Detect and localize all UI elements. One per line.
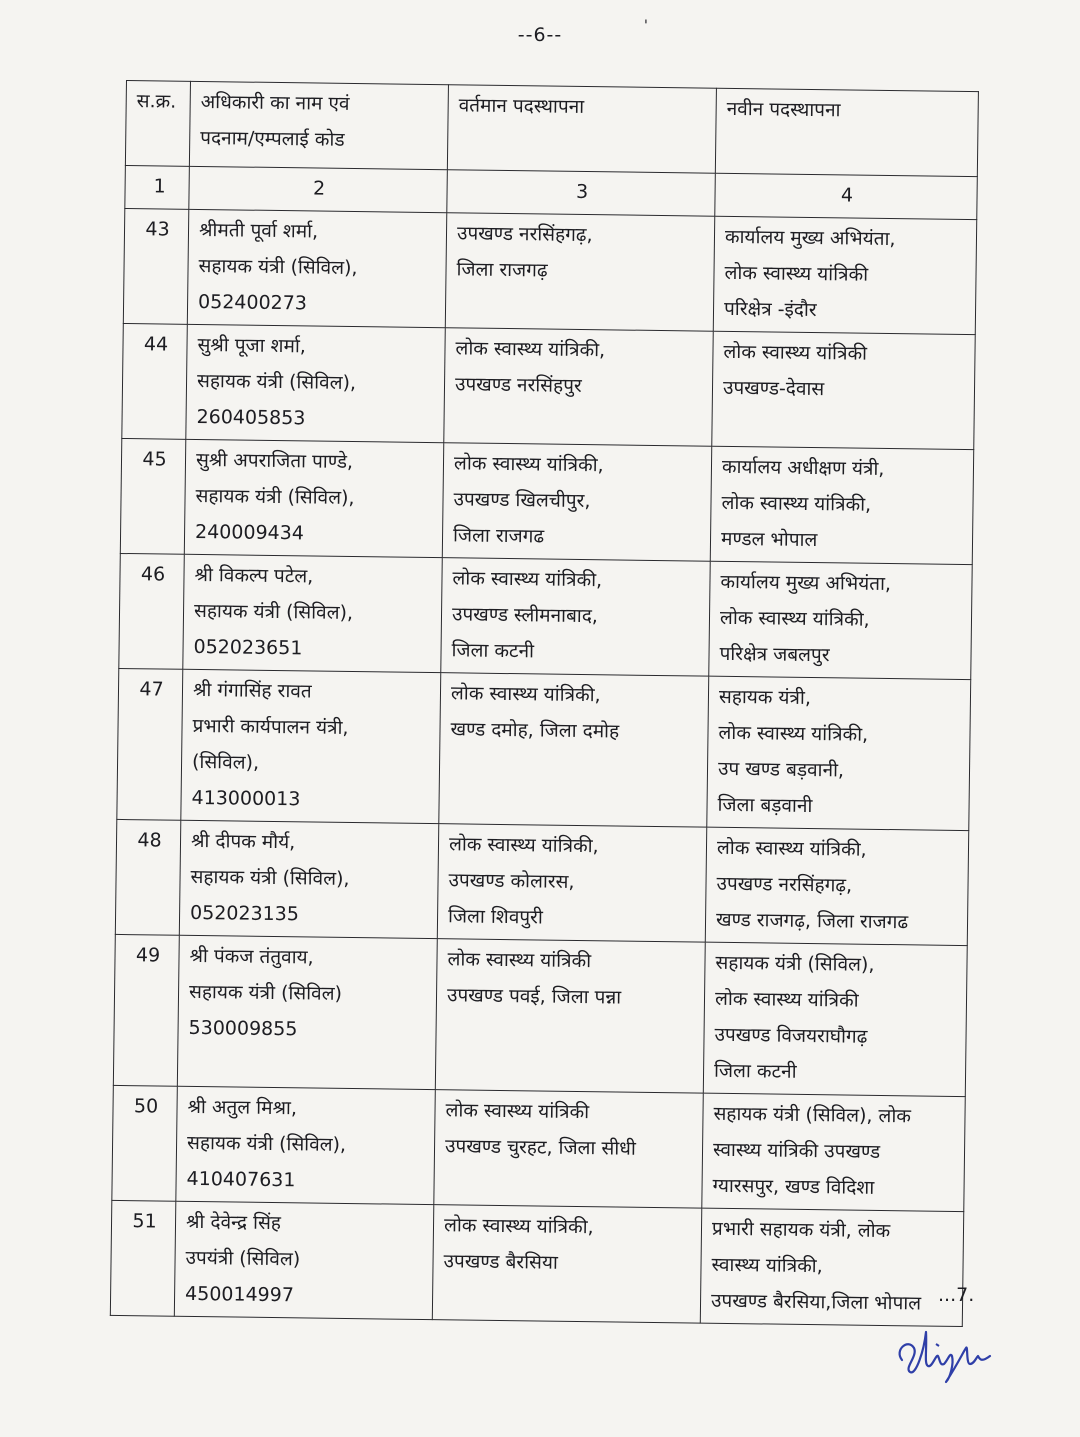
officer-name-cell-line: 530009855	[188, 1016, 298, 1041]
current-posting-cell-line: लोक स्वास्थ्य यांत्रिकी,	[450, 682, 601, 707]
current-posting-cell-line: जिला राजगढ़	[456, 258, 548, 282]
current-posting-cell	[445, 213, 714, 331]
officer-name-cell-line: 052400273	[197, 290, 308, 315]
officer-name-cell-line: श्री देवेन्द्र सिंह	[185, 1210, 282, 1235]
officer-name-cell-line: सहायक यंत्री (सिविल)	[188, 980, 343, 1005]
new-posting-cell-line: उपखण्ड विजयराघौगढ़	[714, 1023, 868, 1048]
table-row	[115, 819, 968, 945]
current-posting-cell-line: लोक स्वास्थ्य यांत्रिकी,	[455, 337, 606, 362]
table-row	[110, 1200, 963, 1326]
officer-name-cell	[184, 439, 443, 557]
new-posting-cell-line: कार्यालय मुख्य अभियंता,	[720, 570, 892, 596]
current-posting-cell-line: लोक स्वास्थ्य यांत्रिकी,	[448, 833, 599, 858]
current-posting-cell-line: उपखण्ड बैरसिया	[443, 1250, 559, 1274]
new-posting-cell	[702, 1093, 965, 1211]
new-posting-cell	[703, 942, 967, 1096]
current-posting-cell	[442, 443, 711, 561]
officer-name-cell-line: 052023135	[189, 901, 300, 926]
officer-name-cell	[177, 935, 437, 1089]
officer-name-cell-line: सहायक यंत्री (सिविल),	[195, 484, 355, 510]
serial-number: 49	[113, 934, 179, 1086]
officer-name-cell-line: श्री विकल्प पटेल,	[194, 563, 314, 588]
serial-number: 47	[117, 668, 183, 820]
officer-name-cell-line: सुश्री अपराजिता पाण्डे,	[195, 448, 354, 474]
officer-name-cell	[176, 1086, 435, 1204]
current-posting-cell-line: उपखण्ड नरसिंहपुर	[454, 373, 582, 397]
current-posting-cell	[441, 558, 710, 676]
officer-name-cell-line: श्री पंकज तंतुवाय,	[189, 944, 314, 969]
current-posting-cell-line: उपखण्ड चुरहट, जिला सीधी	[444, 1135, 636, 1160]
new-posting-cell	[700, 1208, 963, 1326]
new-posting-cell-line: सहायक यंत्री,	[718, 685, 812, 710]
new-posting-cell-line: कार्यालय मुख्य अभियंता,	[724, 225, 896, 251]
table-row	[117, 668, 971, 830]
serial-number: 46	[119, 553, 184, 669]
officer-name-cell-line: 052023651	[193, 635, 303, 660]
serial-number: 48	[115, 819, 180, 935]
officer-name-cell	[181, 669, 441, 823]
officer-name-cell	[179, 820, 438, 938]
new-posting-cell-line: परिक्षेत्र -इंदौर	[723, 297, 817, 322]
officer-name-cell-line: 240009434	[194, 520, 305, 545]
current-posting-cell-line: उपखण्ड खिलचीपुर,	[453, 488, 591, 513]
signature	[890, 1320, 1000, 1390]
new-posting-cell-line: प्रभारी सहायक यंत्री, लोक	[711, 1217, 891, 1243]
new-posting-cell-line: लोक स्वास्थ्य यांत्रिकी,	[718, 721, 869, 746]
new-posting-cell-line: परिक्षेत्र जबलपुर	[719, 642, 830, 667]
current-posting-cell-line: जिला राजगढ	[452, 524, 545, 548]
new-posting-cell-line: उपखण्ड-देवास	[722, 376, 825, 401]
table-row	[120, 438, 973, 564]
new-posting-cell	[710, 446, 973, 564]
new-posting-cell-line: जिला बड़वानी	[717, 793, 813, 818]
current-posting-cell-line: खण्ड दमोह, जिला दमोह	[450, 718, 620, 743]
current-posting-cell	[437, 824, 706, 942]
header-officer: अधिकारी का नाम एवं पदनाम/एम्पलाई कोड	[189, 81, 448, 169]
officer-name-cell-line: सहायक यंत्री (सिविल),	[198, 254, 358, 280]
table-row	[122, 323, 975, 449]
officer-name-cell	[183, 554, 442, 672]
officer-name-cell-line: सुश्री पूजा शर्मा,	[197, 333, 307, 358]
serial-number: 43	[123, 208, 188, 324]
page-number: --6--	[517, 24, 563, 46]
table-row	[113, 934, 967, 1096]
current-posting-cell-line: जिला शिवपुरी	[447, 905, 543, 929]
stray-mark: '	[644, 18, 648, 34]
officer-name-cell-line: सहायक यंत्री (सिविल),	[193, 599, 354, 625]
new-posting-cell-line: लोक स्वास्थ्य यांत्रिकी,	[721, 491, 872, 516]
current-posting-cell-line: जिला कटनी	[451, 639, 535, 663]
officer-name-cell-line: श्री दीपक मौर्य,	[190, 829, 296, 854]
table-row	[123, 208, 976, 334]
officer-name-cell-line: सहायक यंत्री (सिविल),	[196, 369, 357, 395]
table-row	[119, 553, 972, 679]
current-posting-cell-line: उपखण्ड नरसिंहगढ़,	[456, 222, 593, 247]
new-posting-cell-line: उपखण्ड नरसिंहगढ़,	[716, 872, 853, 897]
officer-name-cell-line: 410407631	[186, 1167, 296, 1192]
header-current-posting: वर्तमान पदस्थापना	[447, 85, 716, 174]
current-posting-cell	[434, 1090, 703, 1208]
new-posting-cell-line: स्वास्थ्य यांत्रिकी,	[711, 1253, 823, 1278]
current-posting-cell	[432, 1205, 701, 1323]
current-posting-cell	[444, 328, 713, 446]
continuation-marker: ...7.	[938, 1284, 975, 1306]
current-posting-cell-line: लोक स्वास्थ्य यांत्रिकी	[447, 948, 592, 973]
column-number: 1	[125, 165, 190, 209]
officer-name-cell-line: उपयंत्री (सिविल)	[185, 1246, 301, 1271]
new-posting-cell-line: लोक स्वास्थ्य यांत्रिकी	[714, 987, 859, 1012]
new-posting-cell-line: ग्यारसपुर, खण्ड विदिशा	[712, 1174, 875, 1199]
new-posting-cell-line: सहायक यंत्री (सिविल),	[715, 951, 875, 976]
new-posting-cell-line: सहायक यंत्री (सिविल), लोक	[713, 1102, 912, 1128]
current-posting-cell	[439, 673, 709, 827]
serial-number: 50	[112, 1085, 177, 1201]
current-posting-cell-line: लोक स्वास्थ्य यांत्रिकी	[445, 1099, 590, 1124]
officer-name-cell-line: प्रभारी कार्यपालन यंत्री,	[192, 714, 349, 739]
officer-name-cell-line: श्रीमती पूर्वा शर्मा,	[198, 218, 319, 243]
new-posting-cell-line: उप खण्ड बड़वानी,	[717, 757, 845, 782]
officer-name-cell	[186, 324, 445, 442]
new-posting-cell-line: लोक स्वास्थ्य यांत्रिकी,	[716, 836, 867, 861]
serial-number: 45	[120, 438, 185, 554]
column-number: 4	[715, 173, 978, 219]
transfer-table	[110, 80, 979, 1327]
new-posting-cell	[709, 561, 972, 679]
officer-name-cell-line: 260405853	[196, 405, 306, 430]
new-posting-cell	[705, 827, 968, 945]
officer-name-cell-line: श्री अतुल मिश्रा,	[187, 1095, 298, 1120]
new-posting-cell	[707, 676, 971, 830]
officer-name-cell-line: 413000013	[191, 786, 301, 811]
new-posting-cell-line: लोक स्वास्थ्य यांत्रिकी	[724, 261, 869, 286]
officer-name-cell-line: सहायक यंत्री (सिविल),	[186, 1131, 347, 1156]
header-row	[125, 81, 978, 177]
officer-name-cell-line: (सिविल),	[191, 750, 260, 774]
new-posting-cell	[713, 216, 976, 334]
current-posting-cell-line: लोक स्वास्थ्य यांत्रिकी,	[453, 452, 604, 477]
serial-number: 51	[110, 1200, 175, 1316]
current-posting-cell-line: लोक स्वास्थ्य यांत्रिकी,	[452, 567, 603, 592]
column-number: 3	[447, 170, 716, 217]
table-row	[112, 1085, 965, 1211]
officer-name-cell-line: 450014997	[184, 1282, 295, 1307]
column-number: 2	[189, 166, 448, 212]
new-posting-cell-line: मण्डल भोपाल	[720, 527, 818, 552]
new-posting-cell-line: लोक स्वास्थ्य यांत्रिकी,	[719, 606, 870, 631]
new-posting-cell-line: स्वास्थ्य यांत्रिकी उपखण्ड	[712, 1138, 881, 1163]
new-posting-cell-line: उपखण्ड बैरसिया,जिला भोपाल	[710, 1289, 922, 1315]
current-posting-cell-line: लोक स्वास्थ्य यांत्रिकी,	[443, 1214, 594, 1239]
header-serial: स.क्र.	[125, 81, 190, 167]
new-posting-cell-line: कार्यालय अधीक्षण यंत्री,	[721, 455, 885, 480]
officer-name-cell	[187, 209, 446, 327]
officer-name-cell-line: सहायक यंत्री (सिविल),	[190, 865, 350, 890]
current-posting-cell-line: उपखण्ड स्लीमनाबाद,	[451, 603, 599, 628]
serial-number: 44	[122, 323, 187, 439]
new-posting-cell-line: लोक स्वास्थ्य यांत्रिकी	[723, 340, 868, 365]
current-posting-cell-line: उपखण्ड कोलारस,	[448, 869, 575, 893]
new-posting-cell-line: खण्ड राजगढ़, जिला राजगढ	[715, 908, 909, 934]
new-posting-cell	[712, 331, 975, 449]
officer-name-cell-line: श्री गंगासिंह रावत	[192, 678, 312, 703]
header-new-posting: नवीन पदस्थापना	[715, 88, 978, 176]
current-posting-cell	[435, 939, 705, 1093]
new-posting-cell-line: जिला कटनी	[713, 1059, 797, 1083]
officer-name-cell	[174, 1201, 433, 1319]
current-posting-cell-line: उपखण्ड पवई, जिला पन्ना	[446, 984, 622, 1009]
